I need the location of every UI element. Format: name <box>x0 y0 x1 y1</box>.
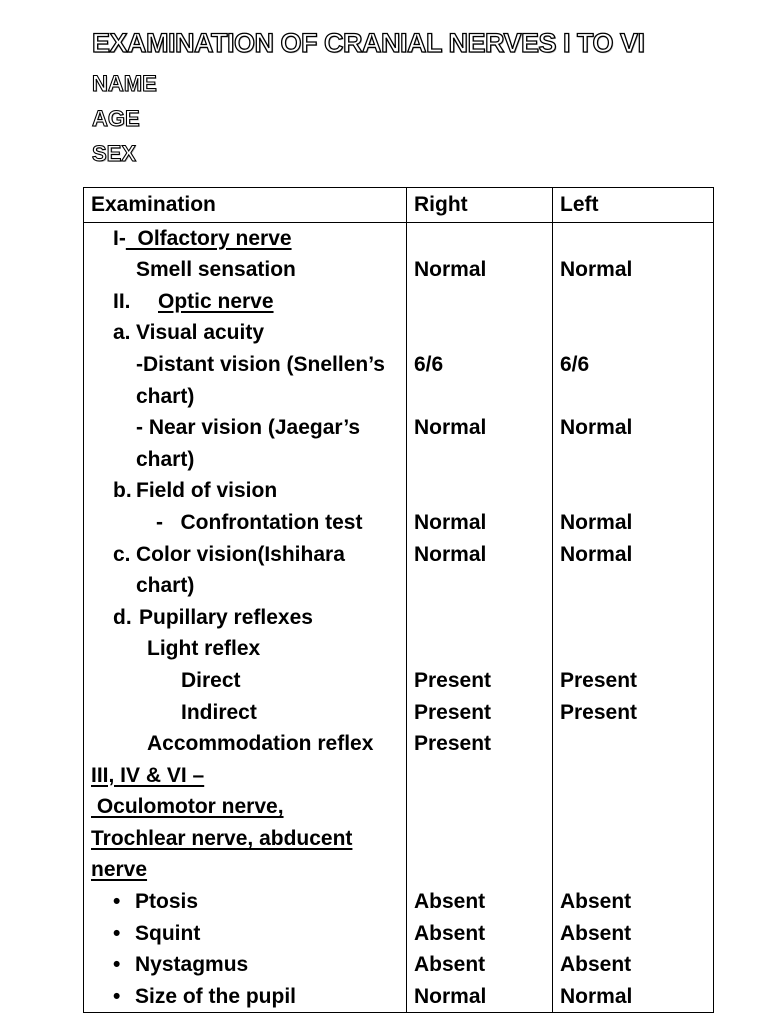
examination-cell <box>84 981 407 1013</box>
table-row <box>84 507 714 539</box>
item-marker: b. <box>113 479 132 503</box>
examination-cell <box>84 381 407 413</box>
table-row <box>84 317 714 349</box>
examination-label: Visual acuity <box>136 321 265 345</box>
table-row <box>84 981 714 1013</box>
examination-label: Accommodation reflex <box>147 732 374 756</box>
left-value <box>553 854 714 886</box>
left-value <box>553 602 714 634</box>
examination-cell <box>84 222 407 254</box>
cranial-nerve-exam-table <box>83 187 714 1013</box>
right-value <box>407 222 553 254</box>
examination-label: chart) <box>136 447 195 471</box>
left-value <box>553 317 714 349</box>
examination-cell <box>84 475 407 507</box>
examination-label: - Near vision (Jaegar’s <box>136 416 361 440</box>
right-value: Normal <box>407 412 553 444</box>
examination-cell <box>84 570 407 602</box>
examination-label: Optic nerve <box>158 289 274 313</box>
right-value: Normal <box>407 539 553 571</box>
examination-cell <box>84 633 407 665</box>
examination-cell <box>84 286 407 318</box>
table-row <box>84 697 714 729</box>
header-examination: Examination <box>84 188 407 223</box>
table-row <box>84 854 714 886</box>
left-value <box>553 728 714 760</box>
examination-label: Size of the pupil <box>135 984 296 1008</box>
examination-cell <box>84 918 407 950</box>
right-value: Present <box>407 697 553 729</box>
right-value <box>407 823 553 855</box>
right-value: Normal <box>407 254 553 286</box>
left-value <box>553 475 714 507</box>
examination-label: Direct <box>181 668 241 692</box>
right-value: Absent <box>407 918 553 950</box>
right-value <box>407 570 553 602</box>
right-value <box>407 475 553 507</box>
examination-label: Nystagmus <box>135 953 249 977</box>
examination-label: Smell sensation <box>136 258 296 282</box>
left-value <box>553 791 714 823</box>
table-row <box>84 633 714 665</box>
table-header-row <box>84 188 714 223</box>
table-row <box>84 349 714 381</box>
table-row <box>84 602 714 634</box>
name-field-label: NAME <box>92 71 157 96</box>
table-row <box>84 823 714 855</box>
left-value: Present <box>553 697 714 729</box>
table-row <box>84 475 714 507</box>
left-value: Normal <box>553 254 714 286</box>
header-left: Left <box>553 188 714 223</box>
examination-label: Squint <box>135 921 201 945</box>
left-value <box>553 444 714 476</box>
left-value <box>553 760 714 792</box>
examination-cell <box>84 823 407 855</box>
examination-cell <box>84 317 407 349</box>
examination-cell <box>84 665 407 697</box>
left-value: Normal <box>553 507 714 539</box>
examination-label: Olfactory nerve <box>125 226 292 250</box>
examination-cell <box>84 949 407 981</box>
left-value: Normal <box>553 981 714 1013</box>
table-row <box>84 728 714 760</box>
item-marker: d. <box>113 605 132 629</box>
examination-label: chart) <box>136 574 195 598</box>
sex-field-label: SEX <box>92 141 137 166</box>
bullet-icon: • <box>113 984 121 1008</box>
right-value: Present <box>407 665 553 697</box>
table-row <box>84 412 714 444</box>
examination-cell <box>84 539 407 571</box>
right-value <box>407 760 553 792</box>
table-row <box>84 570 714 602</box>
left-value: Normal <box>553 412 714 444</box>
item-marker: a. <box>113 321 131 345</box>
examination-cell <box>84 507 407 539</box>
table-row <box>84 539 714 571</box>
examination-cell <box>84 254 407 286</box>
examination-label: Trochlear nerve, abducent <box>91 826 353 850</box>
left-value: Absent <box>553 886 714 918</box>
left-value: Absent <box>553 949 714 981</box>
right-value <box>407 602 553 634</box>
examination-label: III, IV & VI – <box>91 763 205 787</box>
header-right: Right <box>407 188 553 223</box>
bullet-icon: • <box>113 953 121 977</box>
page-title: EXAMINATION OF CRANIAL NERVES I TO VI <box>92 28 645 58</box>
right-value: Present <box>407 728 553 760</box>
right-value: Absent <box>407 886 553 918</box>
bullet-icon: • <box>113 890 121 914</box>
examination-cell <box>84 854 407 886</box>
bullet-icon: • <box>113 921 121 945</box>
table-row <box>84 665 714 697</box>
right-value <box>407 791 553 823</box>
examination-label: - Confrontation test <box>156 510 363 534</box>
right-value: 6/6 <box>407 349 553 381</box>
right-value <box>407 854 553 886</box>
examination-label: Oculomotor nerve, <box>91 795 284 819</box>
examination-cell <box>84 444 407 476</box>
table-row <box>84 886 714 918</box>
examination-cell <box>84 791 407 823</box>
right-value: Normal <box>407 507 553 539</box>
table-row <box>84 381 714 413</box>
age-field-label: AGE <box>92 106 140 131</box>
right-value <box>407 381 553 413</box>
examination-cell <box>84 697 407 729</box>
table-row <box>84 444 714 476</box>
examination-cell <box>84 760 407 792</box>
left-value <box>553 633 714 665</box>
table-row <box>84 760 714 792</box>
table-row <box>84 918 714 950</box>
right-value: Absent <box>407 949 553 981</box>
examination-cell <box>84 349 407 381</box>
examination-label: nerve <box>91 858 148 882</box>
left-value <box>553 570 714 602</box>
examination-label: Color vision(Ishihara <box>136 542 345 566</box>
left-value: Absent <box>553 918 714 950</box>
right-value <box>407 444 553 476</box>
left-value: Present <box>553 665 714 697</box>
item-marker: c. <box>113 542 131 566</box>
examination-label: Field of vision <box>136 479 278 503</box>
right-value <box>407 286 553 318</box>
table-row <box>84 286 714 318</box>
examination-cell <box>84 602 407 634</box>
left-value: 6/6 <box>553 349 714 381</box>
examination-label: Light reflex <box>147 637 261 661</box>
examination-label: Ptosis <box>135 890 199 914</box>
examination-label: -Distant vision (Snellen’s <box>136 352 385 376</box>
table-row <box>84 949 714 981</box>
right-value <box>407 633 553 665</box>
examination-cell <box>84 886 407 918</box>
left-value: Normal <box>553 539 714 571</box>
item-marker: II. <box>113 289 131 313</box>
examination-label: Pupillary reflexes <box>139 605 313 629</box>
examination-cell <box>84 728 407 760</box>
left-value <box>553 381 714 413</box>
examination-cell <box>84 412 407 444</box>
right-value <box>407 317 553 349</box>
table-body <box>84 222 714 1013</box>
examination-label: Indirect <box>181 700 257 724</box>
table-row <box>84 254 714 286</box>
left-value <box>553 823 714 855</box>
table-row <box>84 222 714 254</box>
right-value: Normal <box>407 981 553 1013</box>
examination-label: chart) <box>136 384 195 408</box>
table-row <box>84 791 714 823</box>
left-value <box>553 286 714 318</box>
item-marker: I- <box>113 226 126 250</box>
left-value <box>553 222 714 254</box>
